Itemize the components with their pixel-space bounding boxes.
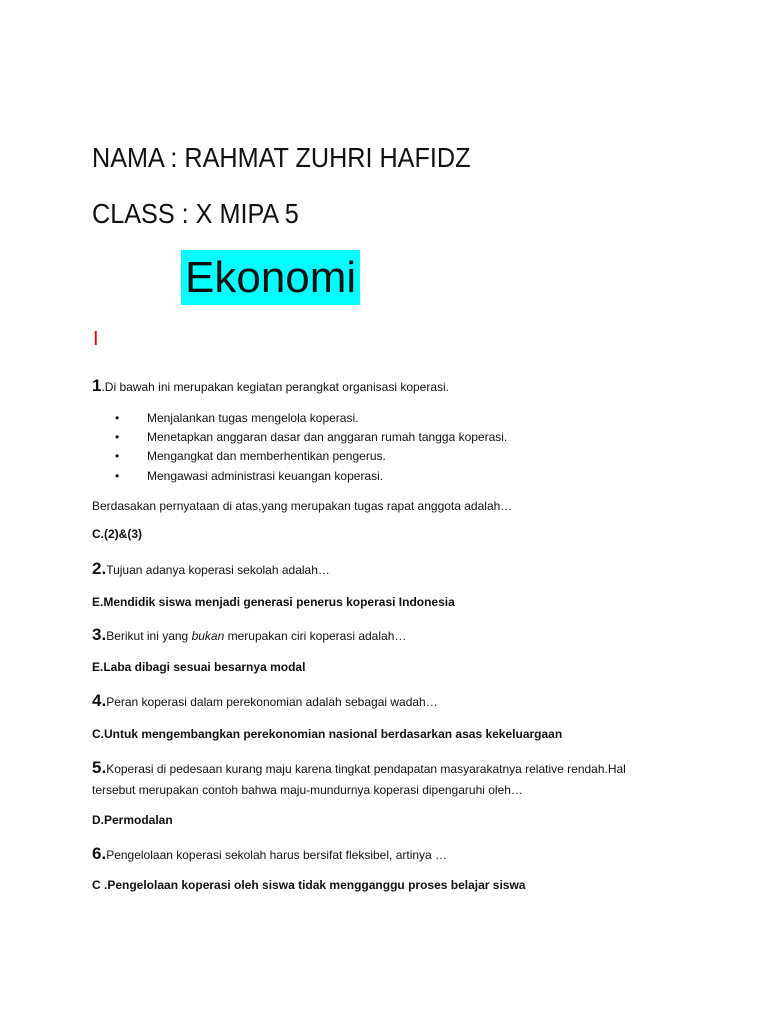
answer-5: D.Permodalan (92, 813, 173, 827)
bullet-icon: • (115, 469, 120, 483)
text-cursor-mark: I (93, 328, 99, 350)
question-6 (92, 844, 447, 864)
answer-1: C.(2)&(3) (92, 527, 142, 541)
question-text: Pengelolaan koperasi sekolah harus bersifat fleksibel, artinya … (106, 848, 448, 862)
list-item: Mengawasi administrasi keuangan koperasi. (147, 469, 384, 483)
list-item: Mengangkat dan memberhentikan pengerus. (147, 449, 386, 463)
question-text: .Di bawah ini merupakan kegiatan perangkat organisasi koperasi. (101, 380, 450, 394)
question-text: merupakan ciri koperasi adalah… (224, 629, 407, 643)
list-item: Menjalankan tugas mengelola koperasi. (147, 411, 359, 425)
bullet-icon: • (115, 449, 120, 463)
question-5-continued: tersebut merupakan contoh bahwa maju-mundurnya koperasi dipengaruhi oleh… (92, 783, 523, 797)
question-number: 4. (92, 691, 107, 710)
student-class: CLASS : X MIPA 5 (92, 198, 299, 229)
answer-6: C .Pengelolaan koperasi oleh siswa tidak mengganggu proses belajar siswa (92, 878, 526, 892)
question-prompt: Berdasakan pernyataan di atas,yang merupakan tugas rapat anggota adalah… (92, 499, 513, 513)
question-number: 3. (92, 625, 107, 644)
question-1 (92, 376, 449, 396)
question-text: Koperasi di pedesaan kurang maju karena tingkat pendapatan masyarakatnya relative rendah.Hal (106, 762, 626, 776)
question-text: Peran koperasi dalam perekonomian adalah sebagai wadah… (106, 695, 438, 709)
list-item: Menetapkan anggaran dasar dan anggaran rumah tangga koperasi. (147, 430, 508, 444)
question-text: Tujuan adanya koperasi sekolah adalah… (106, 563, 330, 577)
question-number: 1 (92, 376, 102, 395)
subject-title: Ekonomi (181, 250, 360, 305)
question-5 (92, 758, 626, 778)
emphasis-text: bukan (191, 629, 225, 643)
student-name: NAMA : RAHMAT ZUHRI HAFIDZ (92, 142, 471, 173)
question-3 (92, 625, 406, 645)
question-text: Berikut ini yang (106, 629, 192, 643)
answer-3: E.Laba dibagi sesuai besarnya modal (92, 660, 306, 674)
question-number: 5. (92, 758, 107, 777)
bullet-icon: • (115, 411, 120, 425)
answer-2: E.Mendidik siswa menjadi generasi penerus koperasi Indonesia (92, 595, 455, 609)
answer-4: C.Untuk mengembangkan perekonomian nasional berdasarkan asas kekeluargaan (92, 727, 563, 741)
bullet-icon: • (115, 430, 120, 444)
question-number: 6. (92, 844, 107, 863)
question-4 (92, 691, 438, 711)
question-number: 2. (92, 559, 107, 578)
question-2 (92, 559, 330, 579)
